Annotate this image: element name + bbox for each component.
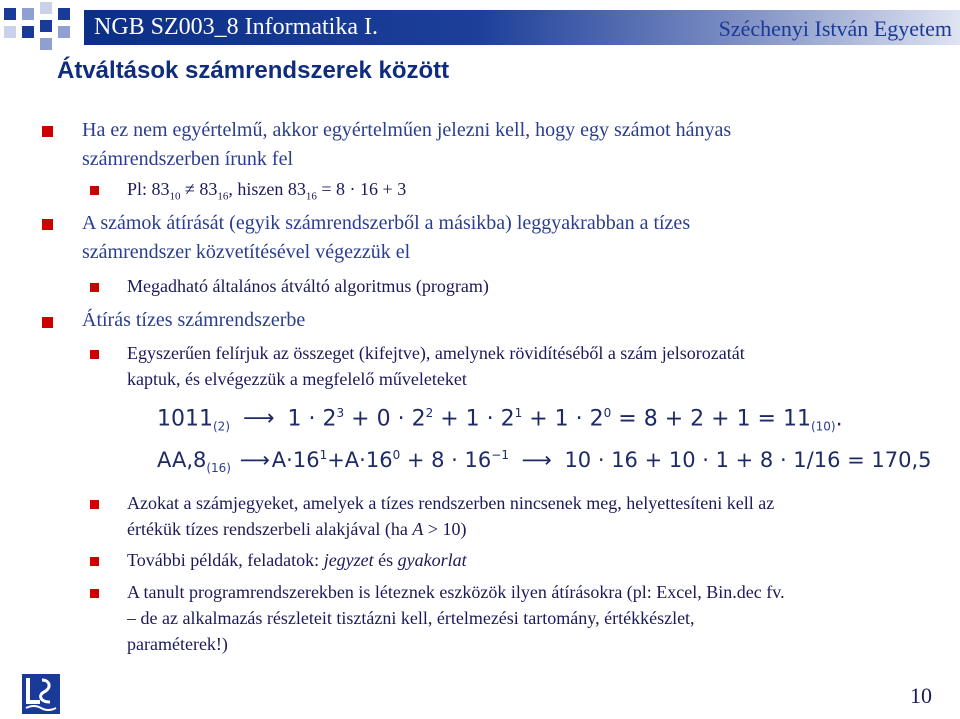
formula-term: AA,8 [157,448,207,472]
decor-square [4,8,16,20]
formula-exponent: −1 [491,448,509,462]
bullet-2-line-2: számrendszer közvetítésével végezzük el [82,241,411,263]
link-jegyzet[interactable]: jegyzet [323,550,374,570]
bullet-marker [90,589,99,598]
example-text: Pl: 83 [127,179,170,199]
bullet-3-sub-3-text: További példák, feladatok: [127,550,324,570]
bullet-1-text [82,116,942,174]
bullet-marker [42,219,53,230]
bullet-2-sub: Megadható általános átváltó algoritmus (program) [127,276,489,296]
formula-base: (2) [213,419,230,434]
decor-square [4,26,16,38]
bullet-3-sub-2 [127,490,947,542]
arrow-icon: ⟶ [239,448,270,472]
bullet-1-line-2: számrendszerben írunk fel [82,148,294,170]
bullet-marker [90,557,99,566]
formula-term: = 8 + 2 + 1 = 11 [611,406,811,432]
example-subscript: 16 [305,190,317,203]
formula-exponent: 2 [425,406,434,420]
formula-term: 1 · 2 [287,406,337,432]
arrow-icon: ⟶ [243,406,275,432]
formula-exponent: 0 [392,448,401,462]
formula-term: 1011 [157,406,213,432]
bullet-2-text [82,209,942,267]
formula-term: + 1 · 2 [433,406,515,432]
header-bar [0,0,960,52]
variable-a: A [412,519,424,539]
bullet-marker [90,283,99,292]
example-subscript: 16 [217,190,229,203]
formula-term: + 1 · 2 [522,406,604,432]
bullet-3-sub-3 [127,547,467,573]
university-logo-icon [22,674,60,714]
bullet-3-sub-3-and: és [373,550,398,570]
not-equal-sign: ≠ [185,179,195,199]
example-text: , hiszen 83 [228,179,306,199]
bullet-3-sub-2-line-2b: > 10) [423,519,467,539]
bullet-3-sub-2-line-1: Azokat a számjegyeket, amelyek a tízes rendszerben nincsenek meg, helyettesíteni kell az [127,493,775,513]
decor-square [58,8,70,20]
formula-term: 10 · 16 + 10 · 1 + 8 · 1/16 = 170,5 [557,448,932,472]
formula-binary-example [157,406,843,434]
formula-term: +A·16 [327,448,393,472]
bullet-1-line-1: Ha ez nem egyértelmű, akkor egyértelműen jelezni kell, hogy egy számot hányas [82,119,732,141]
example-text: 83 [199,179,218,199]
formula-base: (10) [810,419,836,434]
bullet-3-sub-1-line-2: kaptuk, és elvégezzük a megfelelő műveleteket [127,369,467,389]
example-subscript: 10 [169,190,181,203]
formula-exponent: 3 [336,406,345,420]
bullet-marker [42,317,53,328]
arrow-icon: ⟶ [521,448,552,472]
page-number: 10 [910,683,932,708]
decor-square [40,20,52,32]
bullet-2-line-1: A számok átírását (egyik számrendszerből a másikba) leggyakrabban a tízes [82,212,691,234]
bullet-3-sub-2-line-2a: értékük tízes rendszerbeli alakjával (ha [127,519,413,539]
decor-square [58,26,70,38]
formula-exponent: 1 [514,406,523,420]
decor-square [40,2,52,14]
bullet-marker [90,500,99,509]
bullet-3-sub-1-line-1: Egyszerűen felírjuk az összeget (kifejtve), amelynek rövidítéséből a szám jelsorozatát [127,343,745,363]
slide-title: Átváltások számrendszerek között [57,57,450,84]
bullet-3-sub-4 [127,579,957,657]
decor-square [22,26,34,38]
link-gyakorlat[interactable]: gyakorlat [397,550,467,570]
formula-base: (16) [206,461,231,476]
formula-term: + 0 · 2 [344,406,426,432]
bullet-3-sub-4-line-2: – de az alkalmazás részleteit tisztázni kell, értelmezési tartomány, értékkészlet, [127,608,695,628]
example-line [127,176,406,210]
formula-exponent: 0 [603,406,612,420]
formula-term: . [835,406,843,432]
bullet-3-text: Átírás tízes számrendszerbe [82,309,306,331]
formula-term: + 8 · 16 [400,448,492,472]
formula-term: A·16 [271,448,320,472]
bullet-3-sub-1 [127,340,947,392]
bullet-marker [42,126,53,137]
decor-square [40,38,52,50]
formula-exponent: 1 [319,448,328,462]
formula-hex-example [157,448,932,475]
course-title: NGB SZ003_8 Informatika I. [94,14,378,40]
bullet-marker [90,186,99,195]
example-text: = 8 · 16 + 3 [316,179,407,199]
decor-square [22,8,34,20]
bullet-marker [90,350,99,359]
university-name: Széchenyi István Egyetem [718,16,952,41]
bullet-3-sub-4-line-3: paraméterek!) [127,634,228,654]
bullet-3-sub-4-line-1: A tanult programrendszerekben is léteznek eszközök ilyen átírásokra (pl: Excel, Bin.dec fv. [127,582,785,602]
